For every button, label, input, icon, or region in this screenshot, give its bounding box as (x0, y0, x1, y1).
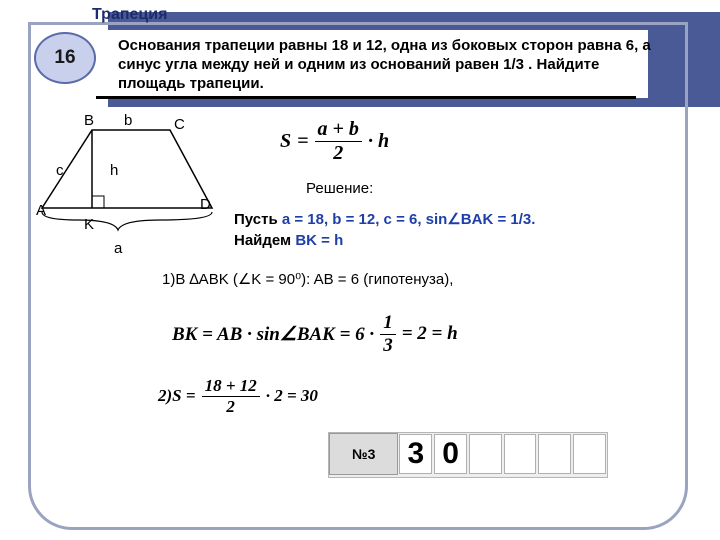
area-formula-den: 2 (333, 142, 344, 164)
answer-cell-3[interactable] (469, 434, 502, 474)
given-values: a = 18, b = 12, c = 6, sin∠BAK = 1/3. (281, 211, 536, 228)
area-formula-fraction (315, 118, 362, 165)
height-label-h: h (110, 162, 119, 179)
given-line (234, 210, 535, 228)
trapezoid-figure (30, 108, 230, 258)
step2-right: · 2 = 30 (265, 386, 318, 406)
area-formula (280, 118, 389, 165)
answer-cell-5[interactable] (538, 434, 571, 474)
step2-formula (158, 376, 318, 416)
right-angle-mark (92, 196, 104, 208)
solution-heading: Решение: (306, 180, 374, 197)
foot-label-k: K (84, 216, 95, 233)
vertex-label-b: B (84, 112, 95, 129)
step2-left: 2)S = (158, 386, 196, 406)
vertex-label-a: A (36, 202, 47, 219)
step2-num: 18 + 12 (202, 376, 260, 397)
step1-formula (172, 312, 458, 357)
area-formula-num: a + b (315, 118, 362, 142)
problem-number: 16 (54, 47, 76, 68)
answer-grid (328, 432, 608, 478)
step1-left: BK = AB · sin∠BAK = 6 · (172, 323, 375, 345)
problem-text: Основания трапеции равны 18 и 12, одна из боковых сторон равна 6, а синус угла между ней и одним из оснований равен 1/3 . Найдите площадь трапеции. (118, 37, 651, 92)
base-label-a: a (114, 240, 123, 257)
area-formula-tail: · h (367, 130, 390, 152)
step1-text: 1)В ∆ABK (∠K = 90⁰): AB = 6 (гипотенуза), (162, 271, 454, 288)
slide-title: Трапеция (92, 6, 168, 23)
vertex-label-c: C (174, 116, 185, 133)
side-label-c: c (56, 162, 64, 179)
answer-label: №3 (329, 433, 398, 475)
answer-cell-2[interactable]: 0 (434, 434, 467, 474)
step2-den: 2 (226, 396, 235, 416)
problem-number-badge (34, 32, 96, 84)
area-formula-eq: = (297, 130, 309, 152)
answer-cell-4[interactable] (504, 434, 537, 474)
step1-fraction (380, 312, 396, 357)
find-line (234, 232, 343, 249)
base-brace (42, 212, 212, 230)
answer-cell-1[interactable]: 3 (399, 434, 432, 474)
trapezoid-outline (42, 130, 212, 208)
problem-underline (96, 96, 636, 99)
step2-fraction (202, 376, 260, 416)
area-formula-lhs: S (280, 130, 292, 152)
side-label-b: b (124, 112, 133, 129)
find-values: BK = h (295, 232, 344, 249)
find-prefix: Найдем (234, 232, 296, 249)
vertex-label-d: D (200, 196, 211, 213)
step1-num: 1 (380, 312, 396, 335)
given-prefix: Пусть (234, 211, 282, 228)
step1-den: 3 (383, 334, 393, 356)
answer-cell-6[interactable] (573, 434, 606, 474)
step1-right: = 2 = h (401, 323, 458, 345)
